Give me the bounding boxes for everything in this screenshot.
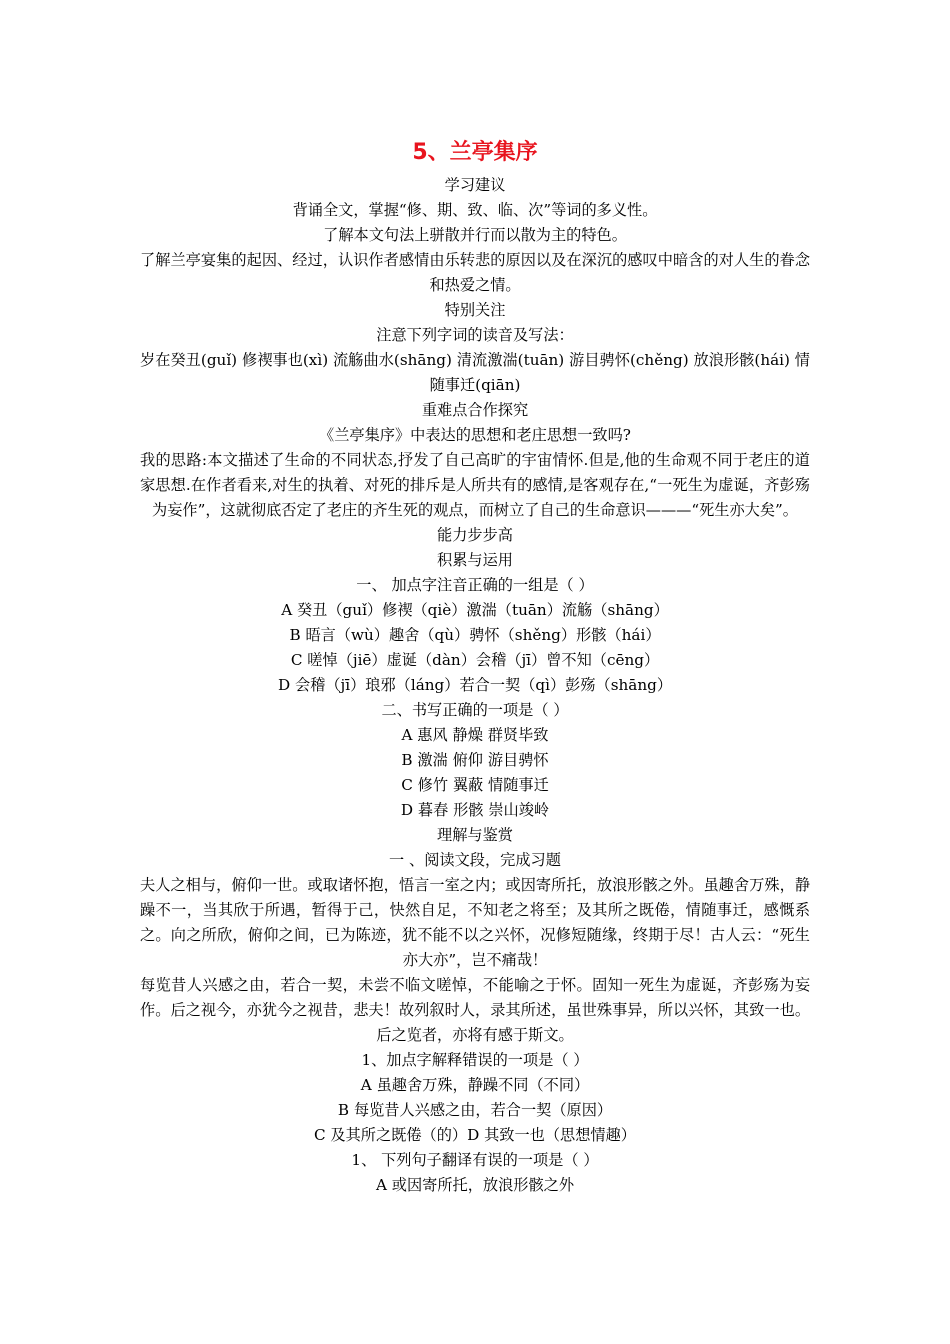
- text-line: 注意下列字词的读音及写法：: [376, 326, 574, 344]
- text-line: C 嗟悼（jiē）虚诞（dàn）会稽（jī）曾不知（cēng）: [290, 651, 660, 669]
- text-line: C 及其所之既倦（的）D 其致一也（思想情趣）: [313, 1126, 636, 1144]
- text-line: 一、 加点字注音正确的一组是（ ）: [356, 576, 594, 594]
- text-line: A 癸丑（guǐ）修禊（qiè）激湍（tuān）流觞（shāng）: [281, 601, 669, 619]
- text-line: 能力步步高: [437, 526, 513, 544]
- text-line: 了解本文句法上骈散并行而以散为主的特色。: [323, 226, 627, 244]
- paragraph: 岁在癸丑(guǐ) 修禊事也(xì) 流觞曲水(shāng) 清流激湍(tuān) 游目骋怀(chěng) 放浪形骸(hái) 情随事迁(qiān): [140, 351, 810, 394]
- text-line: 积累与运用: [437, 551, 513, 569]
- text-line: A 惠风 静燥 群贤毕致: [401, 726, 549, 744]
- paragraph: 夫人之相与，俯仰一世。或取诸怀抱，悟言一室之内；或因寄所托，放浪形骸之外。虽趣舍万殊，静躁不一，当其欣于所遇，暂得于己，快然自足，不知老之将至；及其所之既倦，情随事迁，感慨系之。向之所欣，俯仰之间，已为陈迹，犹不能不以之兴怀，况修短随缘，终期于尽！古人云：“死生亦大亦”，岂不痛哉！: [140, 876, 810, 969]
- text-line: 重难点合作探究: [421, 401, 529, 419]
- text-line: 一 、阅读文段，完成习题: [389, 851, 561, 869]
- text-line: 背诵全文，掌握“修、期、致、临、次”等词的多义性。: [292, 201, 658, 219]
- text-line: D 会稽（jī）琅邪（láng）若合一契（qì）彭殇（shāng）: [277, 676, 673, 694]
- text-line: B 晤言（wù）趣舍（qù）骋怀（shěng）形骸（hái）: [289, 626, 661, 644]
- text-line: C 修竹 翼蔽 情随事迁: [401, 776, 549, 794]
- paragraph: 每览昔人兴感之由，若合一契，未尝不临文嗟悼，不能喻之于怀。固知一死生为虚诞，齐彭殇为妄作。后之视今，亦犹今之视昔，悲夫！故列叙时人，录其所述，虽世殊事异，所以兴怀，其致一也。后之览者，亦将有感于斯文。: [140, 976, 810, 1044]
- text-line: 特别关注: [444, 301, 506, 319]
- text-line: D 暮春 形骸 崇山竣岭: [400, 801, 550, 819]
- text-line: 1、 下列句子翻译有误的一项是（ ）: [351, 1151, 599, 1169]
- text-line: B 激湍 俯仰 游目骋怀: [401, 751, 549, 769]
- text-line: A 或因寄所托，放浪形骸之外: [375, 1176, 575, 1194]
- document-body: [140, 173, 810, 1198]
- document-title: 5、兰亭集序: [412, 140, 538, 165]
- text-line: 《兰亭集序》中表达的思想和老庄思想一致吗?: [319, 426, 631, 444]
- text-line: B 每览昔人兴感之由，若合一契（原因）: [337, 1101, 613, 1119]
- paragraph: 我的思路:本文描述了生命的不同状态,抒发了自己高旷的宇宙情怀.但是,他的生命观不同于老庄的道家思想.在作者看来,对生的执着、对死的排斥是人所共有的感情,是客观存在,“一死生为虚诞，齐彭殇为妄作”，这就彻底否定了老庄的齐生死的观点，而树立了自己的生命意识———“死生亦大矣”。: [140, 451, 810, 519]
- text-line: 学习建议: [444, 176, 506, 194]
- document-page: [140, 0, 810, 1198]
- paragraph: 了解兰亭宴集的起因、经过，认识作者感情由乐转悲的原因以及在深沉的感叹中暗含的对人生的眷念和热爱之情。: [140, 251, 810, 294]
- text-line: 理解与鉴赏: [437, 826, 513, 844]
- text-line: A 虽趣舍万殊，静躁不同（不同）: [360, 1076, 590, 1094]
- text-line: 1、加点字解释错误的一项是（ ）: [361, 1051, 589, 1069]
- text-line: 二、书写正确的一项是（ ）: [381, 701, 569, 719]
